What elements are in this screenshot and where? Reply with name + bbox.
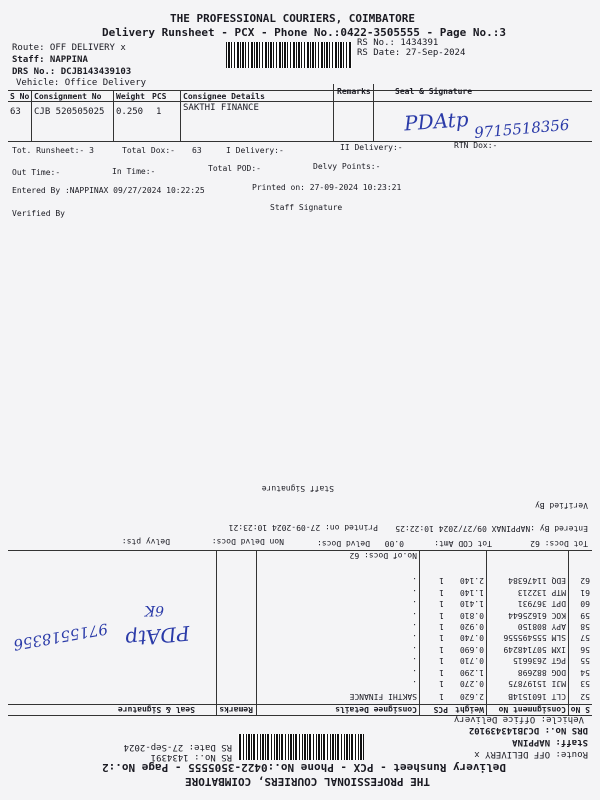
cell-cons: IXM 507148249 bbox=[503, 644, 566, 654]
route-label: Route: OFF DELIVERY x bbox=[12, 43, 126, 53]
cell-weight: 2.620 bbox=[459, 692, 484, 701]
tot-cod-value: 0.00 bbox=[384, 539, 404, 548]
cell-cons: SLM 555495556 bbox=[503, 633, 566, 643]
cell-weight: 2.140 bbox=[459, 576, 484, 586]
ii-delivery: II Delivery:- bbox=[340, 143, 403, 152]
cell-weight: 0.810 bbox=[459, 610, 484, 620]
entered-by: Entered By :NAPPINAX 09/27/2024 10:22:25 bbox=[12, 186, 205, 195]
cell-consignee: SAKTHI FINANCE bbox=[349, 692, 417, 701]
total-dox-label: Total Dox:- bbox=[122, 146, 175, 155]
runsheet-page: THE PROFESSIONAL COURIERS, COIMBATORE Delivery Runsheet - PCX - Phone No.:0422-3505555 - Page No.:3 Route: OFF DELIVERY x Staff: NAPPINA DRS No.: DCJB143439103 Vehicle: Office Delivery RS No.: 1434391 RS Date: 27-Sep-2024 S No Consignment No Weight PCS Consignee Details Remarks Seal & Signature 63 CJB 520505025 0.250 1 SAKTHI FINANCE PDAtp 9715518356 Tot. Runsheet:- 3 Total Dox:- 63 I Delivery:- II Delivery:- RTN Dox:- Out Time:- In Time:- Total POD:- Delvy Points:- Entered By :NAPPINAX 09/27/2024 10:22:25 Printed on: 27-09-2024 10:23:21 Staff Signature Verified By THE PROFESSIONAL COURIERS, COIMBATORE Delivery Runsheet - PCX - Phone No.:0422-3505555 - Page No.:2 Route: OFF DELIVERY x Staff: NAPPINA DRS No.: DCJB143439102 Vehicle: Office Delivery RS No.: 1434391 RS Date: 27-Sep-2024 S No Consignment No Weight PCS Consignee Details Remarks Seal & Signature 52 CLT 1601514B 2.620 1 SAKTHI FINANCE 53 MJI 15197875 0.270 1 . 54 DOG 882698 1.290 1 . 55 PGT 2636615 0.710 1 . 56 IXM 507148249 0.690 1 . 57 SLM 555495556 0.740 1 . 58 APY 808150 0.920 1 . 59 KOC 61625644 0.810 1 . 60 DPT 367931 1.410 1 . 61 MTP 132213 1.140 1 . 62 EDQ 11476384 2.140 1 . No.of Docs: 62 Tot Docs: 62 Tot COD Amt: 0.00 Delvd Docs: Non Delvd Docs: Delvy pts: Entered By :NAPPINAX 09/27/2024 10:22:25 Printed on: 27-09-2024 10:23:21 Verified By Staff Signature PDAtp 9715518356 6K bbox=[0, 0, 600, 800]
cell-sno: 62 bbox=[580, 576, 590, 586]
cell-sno: 61 bbox=[580, 587, 590, 597]
cell-cons: MJI 15197875 bbox=[508, 679, 566, 688]
total-pod: Total POD:- bbox=[208, 164, 261, 173]
cell-consignee: . bbox=[412, 587, 417, 597]
handwritten-signature bbox=[400, 100, 590, 142]
vehicle-label: Vehicle: Office Delivery bbox=[16, 78, 147, 88]
rs-number: RS No.: 1434391 bbox=[357, 38, 439, 48]
mirrored-runsheet-page-2: THE PROFESSIONAL COURIERS, COIMBATORE Delivery Runsheet - PCX - Phone No.:0422-3505555 - Page No.:2 Route: OFF DELIVERY x Staff: NAPPINA DRS No.: DCJB143439102 Vehicle: Office Delivery RS No.: 1434391 RS Date: 27-Sep-2024 S No Consignment No Weight PCS Consignee Details Remarks Seal & Signature 52 CLT 1601514B 2.620 1 SAKTHI FINANCE 53 MJI 15197875 0.270 1 . 54 DOG 882698 1.290 1 . 55 PGT 2636615 0.710 1 . 56 IXM 507148249 0.690 1 . 57 SLM 555495556 0.740 1 . 58 APY 808150 0.920 1 . 59 KOC 61625644 0.810 1 . 60 DPT 367931 1.410 1 . 61 MTP 132213 1.140 1 . 62 EDQ 11476384 2.140 1 . No.of Docs: 62 Tot Docs: 62 Tot COD Amt: 0.00 Delvd Docs: Non Delvd Docs: Delvy pts: Entered By :NAPPINAX 09/27/2024 10:22:25 Printed on: 27-09-2024 10:23:21 Verified By Staff Signature PDAtp 9715518356 6K bbox=[0, 400, 600, 800]
handwritten-signature bbox=[10, 600, 200, 660]
delvy-points: Delvy Points:- bbox=[313, 162, 381, 171]
cell-sno: 58 bbox=[580, 622, 590, 631]
cell-sno: 52 bbox=[580, 692, 590, 701]
barcode-image bbox=[238, 734, 364, 760]
cell-pcs: 1 bbox=[439, 633, 444, 643]
drs-number: DRS No.: DCJB143439102 bbox=[468, 725, 588, 735]
i-delivery: I Delivery:- bbox=[226, 146, 284, 155]
route-label: Route: OFF DELIVERY x bbox=[474, 749, 588, 759]
col-weight: Weight bbox=[116, 92, 145, 101]
cell-pcs: 1 bbox=[439, 667, 444, 677]
delvd-docs: Delvd Docs: bbox=[317, 539, 370, 548]
cell-pcs: 1 bbox=[439, 622, 444, 631]
cell-pcs: 1 bbox=[439, 692, 444, 701]
cell-weight: 0.710 bbox=[459, 656, 484, 666]
staff-signature: Staff Signature bbox=[270, 203, 343, 212]
cell-cons: DOG 882698 bbox=[517, 667, 566, 677]
cell-consignee: . bbox=[412, 633, 417, 643]
staff-signature: Staff Signature bbox=[261, 484, 334, 493]
total-dox-value: 63 bbox=[192, 146, 202, 155]
cell-sno: 55 bbox=[580, 656, 590, 666]
signature-text: PDAtp bbox=[403, 107, 470, 136]
cell-cons: DPT 367931 bbox=[517, 599, 566, 609]
cell-pcs: 1 bbox=[439, 610, 444, 620]
cell-pcs: 1 bbox=[439, 576, 444, 586]
staff-label: Staff: NAPPINA bbox=[12, 55, 88, 65]
col-pcs: PCS bbox=[152, 92, 167, 101]
staff-label: Staff: NAPPINA bbox=[512, 737, 588, 747]
cell-sno: 54 bbox=[580, 667, 590, 677]
verified-by: Verified By bbox=[535, 501, 588, 510]
cell-sno: 57 bbox=[580, 633, 590, 643]
company-title: THE PROFESSIONAL COURIERS, COIMBATORE bbox=[184, 775, 430, 788]
cell-consignee: . bbox=[412, 599, 417, 609]
cell-cons: PGT 2636615 bbox=[513, 656, 566, 666]
cell-pcs: 1 bbox=[439, 587, 444, 597]
company-title: THE PROFESSIONAL COURIERS, COIMBATORE bbox=[170, 12, 416, 25]
col-consignment: Consignment No bbox=[34, 92, 102, 101]
cell-weight: 1.410 bbox=[459, 599, 484, 609]
cell-weight: 1.290 bbox=[459, 667, 484, 677]
col-sno: S No bbox=[10, 92, 30, 101]
rs-date: RS Date: 27-Sep-2024 bbox=[357, 48, 466, 58]
rs-number: RS No.: 1434391 bbox=[150, 752, 232, 762]
out-time: Out Time:- bbox=[12, 168, 61, 177]
cell-weight: 0.740 bbox=[459, 633, 484, 643]
delvy-pts: Delvy pts: bbox=[121, 537, 170, 546]
cell-sno: 56 bbox=[580, 644, 590, 654]
signature-mark: 6K bbox=[144, 602, 164, 618]
cell-pcs: 1 bbox=[439, 644, 444, 654]
cell-consignee: . bbox=[412, 610, 417, 620]
rtn-dox: RTN Dox:- bbox=[454, 141, 498, 150]
col-remarks: Remarks bbox=[337, 87, 371, 96]
drs-number: DRS No.: DCJB143439103 bbox=[12, 67, 132, 77]
cell-pcs: 1 bbox=[439, 599, 444, 609]
cell-consignee: . bbox=[412, 667, 417, 677]
printed-on: Printed on: 27-09-2024 10:23:21 bbox=[252, 183, 402, 192]
runsheet-subtitle: Delivery Runsheet - PCX - Phone No.:0422-3505555 - Page No.:2 bbox=[102, 761, 506, 774]
cell-consignee: . bbox=[412, 656, 417, 666]
cell-consignee: . bbox=[412, 576, 417, 586]
cell-sno: 59 bbox=[580, 610, 590, 620]
cell-weight: 0.690 bbox=[459, 644, 484, 654]
cell-consignee: . bbox=[412, 679, 417, 688]
col-consignee: Consignee Details bbox=[183, 92, 265, 101]
rs-date: RS Date: 27-Sep-2024 bbox=[123, 742, 232, 752]
cell-pcs: 1 bbox=[439, 656, 444, 666]
vehicle-label: Vehicle: Office Delivery bbox=[453, 714, 584, 724]
no-of-docs: No.of Docs: 62 bbox=[349, 551, 417, 560]
cell-pcs: 1 bbox=[439, 679, 444, 688]
cell-cons: CLT 1601514B bbox=[508, 692, 566, 701]
cell-sno: 60 bbox=[580, 599, 590, 609]
runsheet-subtitle: Delivery Runsheet - PCX - Phone No.:0422-3505555 - Page No.:3 bbox=[102, 26, 506, 39]
tot-cod-amt: Tot COD Amt: bbox=[434, 539, 492, 548]
tot-docs: Tot Docs: 62 bbox=[530, 539, 588, 548]
barcode-image bbox=[226, 42, 352, 68]
cell-cons: KOC 61625644 bbox=[508, 610, 566, 620]
cell-consignee: . bbox=[412, 644, 417, 654]
cell-cons: APY 808150 bbox=[517, 622, 566, 631]
printed-on: Printed on: 27-09-2024 10:23:21 bbox=[228, 523, 378, 532]
cell-sno: 53 bbox=[580, 679, 590, 688]
non-delvd-docs: Non Delvd Docs: bbox=[211, 537, 284, 546]
signature-phone: 9715518356 bbox=[473, 115, 571, 142]
in-time: In Time:- bbox=[112, 167, 156, 176]
signature-text: PDAtp bbox=[124, 620, 191, 652]
signature-phone: 9715518356 bbox=[12, 619, 110, 654]
cell-cons: MTP 132213 bbox=[517, 587, 566, 597]
cell-weight: 1.140 bbox=[459, 587, 484, 597]
col-seal-signature: Seal & Signature bbox=[395, 87, 473, 96]
verified-by: Verified By bbox=[12, 209, 65, 218]
cell-weight: 0.920 bbox=[459, 622, 484, 631]
entered-by: Entered By :NAPPINAX 09/27/2024 10:22:25 bbox=[395, 524, 588, 533]
tot-runsheet: Tot. Runsheet:- 3 bbox=[12, 146, 94, 155]
cell-consignee: . bbox=[412, 622, 417, 631]
cell-weight: 0.270 bbox=[459, 679, 484, 688]
cell-cons: EDQ 11476384 bbox=[508, 576, 566, 586]
